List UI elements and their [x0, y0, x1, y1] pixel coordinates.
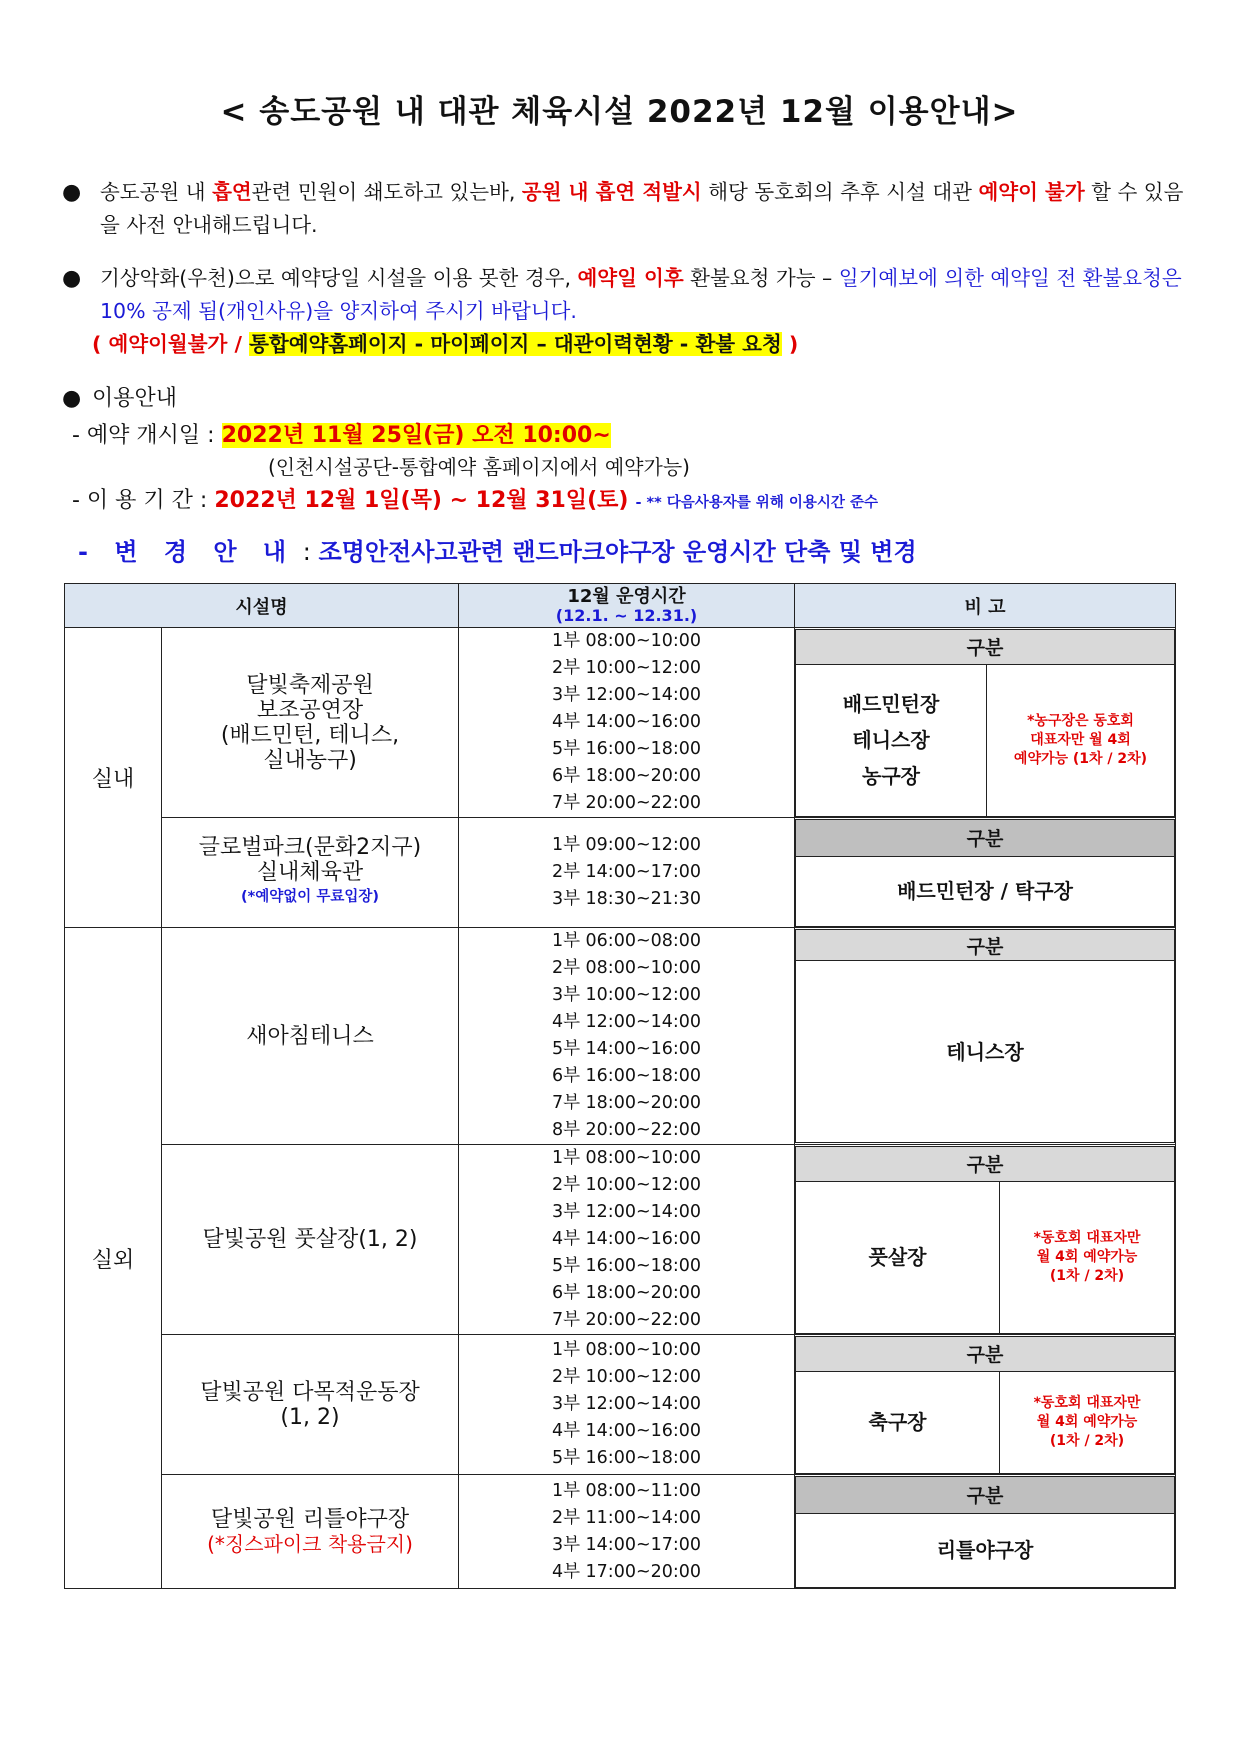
- bullet-icon: ●: [62, 266, 82, 291]
- facility-name: 새아침테니스: [162, 928, 459, 1145]
- reservation-open-note: (인천시설공단-통합예약 홈페이지에서 예약가능): [268, 455, 690, 479]
- note-cell: 구분 배드민턴장 / 탁구장: [795, 818, 1176, 928]
- time-slots: 1부 09:00~12:00 2부 14:00~17:00 3부 18:30~21:30: [459, 818, 795, 928]
- reservation-open-date: 2022년 11월 25일(금) 오전 10:00~: [221, 423, 611, 448]
- usage-heading: ● 이용안내: [62, 382, 1192, 415]
- facility-name: 글로벌파크(문화2지구) 실내체육관 (*예약없이 무료입장): [162, 818, 459, 928]
- usage-period-line: - 이 용 기 간 : 2022년 12월 1일(목) ~ 12월 31일(토) - ** 다음사용자를 위해 이용시간 준수: [72, 488, 878, 513]
- notice-smoking: ● 송도공원 내 흡연관련 민원이 쇄도하고 있는바, 공원 내 흡연 적발시 해당 동호회의 추후 시설 대관 예약이 불가 할 수 있음을 사전 안내해드립니다.: [62, 176, 1192, 242]
- time-slots: 1부 08:00~10:00 2부 10:00~12:00 3부 12:00~14:00 4부 14:00~16:00 5부 16:00~18:00: [459, 1335, 795, 1475]
- area-outdoor: 실외: [65, 928, 162, 1589]
- time-slots: 1부 08:00~11:00 2부 11:00~14:00 3부 14:00~17:00 4부 17:00~20:00: [459, 1475, 795, 1589]
- note-cell: 구분 배드민턴장 테니스장 농구장 *농구장은 동호회 대표자만 월 4회 예약가능 (1차 / 2차): [795, 628, 1176, 818]
- bullet-icon: ●: [62, 386, 82, 411]
- time-slots: 1부 08:00~10:00 2부 10:00~12:00 3부 12:00~14:00 4부 14:00~16:00 5부 16:00~18:00 6부 18:00~20:00 7부 20:00~22:00: [459, 1145, 795, 1335]
- change-notice: - 변 경 안 내 : 조명안전사고관련 랜드마크야구장 운영시간 단축 및 변경: [78, 538, 917, 566]
- table-row: [65, 1475, 1176, 1589]
- table-row: [65, 818, 1176, 928]
- bullet-icon: ●: [62, 180, 82, 205]
- refund-path: 통합예약홈페이지 - 마이페이지 – 대관이력현황 - 환불 요청: [249, 332, 782, 356]
- time-slots: 1부 06:00~08:00 2부 08:00~10:00 3부 10:00~12:00 4부 12:00~14:00 5부 14:00~16:00 6부 16:00~18:00 7부 18:00~20:00 8부 20:00~22:00: [459, 928, 795, 1145]
- header-note: 비 고: [795, 584, 1176, 628]
- header-facility: 시설명: [65, 584, 459, 628]
- schedule-table: [64, 583, 1176, 1589]
- facility-name: 달빛공원 풋살장(1, 2): [162, 1145, 459, 1335]
- page-title: < 송도공원 내 대관 체육시설 2022년 12월 이용안내>: [220, 94, 1019, 130]
- area-indoor: 실내: [65, 628, 162, 928]
- facility-name: 달빛공원 다목적운동장 (1, 2): [162, 1335, 459, 1475]
- table-header: [65, 584, 1176, 628]
- facility-name: 달빛축제공원 보조공연장 (배드민턴, 테니스, 실내농구): [162, 628, 459, 818]
- notice-refund: ● 기상악화(우천)으로 예약당일 시설을 이용 못한 경우, 예약일 이후 환불요청 가능 – 일기예보에 의한 예약일 전 환불요청은 10% 공제 됨(개인사유)을 양지하여 주시기 바랍니다. ( 예약이월불가 / 통합예약홈페이지 - 마이페이지 – 대관이력현황 - 환불 요청 ): [62, 262, 1192, 361]
- note-cell: 구분 축구장 *동호회 대표자만 월 4회 예약가능 (1차 / 2차): [795, 1335, 1176, 1475]
- table-row: [65, 928, 1176, 1145]
- table-row: [65, 628, 1176, 818]
- table-row: [65, 1335, 1176, 1475]
- reservation-open-line: - 예약 개시일 : 2022년 11월 25일(금) 오전 10:00~: [72, 423, 611, 448]
- note-cell: 구분 풋살장 *동호회 대표자만 월 4회 예약가능 (1차 / 2차): [795, 1145, 1176, 1335]
- header-time: 12월 운영시간 (12.1. ~ 12.31.): [459, 584, 795, 628]
- note-cell: 구분 리틀야구장: [795, 1475, 1176, 1589]
- note-cell: 구분 테니스장: [795, 928, 1176, 1145]
- table-row: [65, 1145, 1176, 1335]
- facility-name: 달빛공원 리틀야구장 (*징스파이크 착용금지): [162, 1475, 459, 1589]
- time-slots: 1부 08:00~10:00 2부 10:00~12:00 3부 12:00~14:00 4부 14:00~16:00 5부 16:00~18:00 6부 18:00~20:00 7부 20:00~22:00: [459, 628, 795, 818]
- usage-period: 2022년 12월 1일(목) ~ 12월 31일(토): [214, 488, 629, 513]
